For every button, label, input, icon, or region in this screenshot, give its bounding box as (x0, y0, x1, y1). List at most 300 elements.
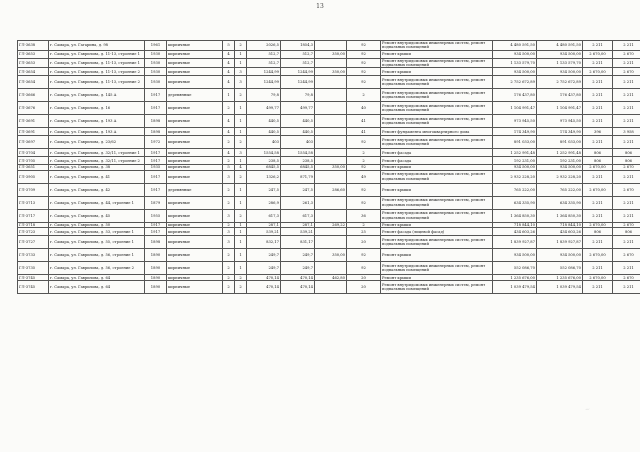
area-total-cell: 512,7 (247, 58, 281, 68)
term-cell: 92 (347, 68, 381, 76)
work-type-cell: Ремонт крыши (381, 275, 493, 281)
term-cell: 2 (347, 149, 381, 157)
max-rate-cell: 2 211 (613, 170, 640, 183)
max-rate-cell: 2 670 (613, 50, 640, 58)
cost-cell: 176 437,80 (493, 89, 537, 102)
object-id-cell: ГЛ-3697 (18, 136, 49, 149)
year-cell: 1961 (145, 41, 167, 51)
material-cell: кирпичные (167, 115, 223, 128)
address-cell: г. Самара, ул. Гаврилова, д. 23/62 (49, 136, 145, 149)
total-cost-cell: 2 932 228,20 (537, 170, 583, 183)
max-rate-cell: 3 958 (613, 128, 640, 136)
area-work-cell (315, 58, 347, 68)
year-cell: 1890 (145, 280, 167, 293)
cost-cell: 1 104 991,47 (493, 102, 537, 115)
object-id-cell: ГЛ-3654 (18, 68, 49, 76)
area-work-cell (315, 157, 347, 165)
area-total-cell: 1326,2 (247, 170, 281, 183)
unit-rate-cell: 806 (583, 228, 613, 236)
material-cell: кирпичные (167, 170, 223, 183)
unit-rate-cell: 2 211 (583, 136, 613, 149)
year-cell: 1930 (145, 50, 167, 58)
work-type-cell: Ремонт внутридомовых инженерных систем, ремонт подвальных помещений (381, 170, 493, 183)
table-row (18, 149, 640, 157)
object-id-cell: ГЛ-3735 (18, 262, 49, 275)
area-work-cell: 350,00 (315, 165, 347, 171)
floors-cell: 3 (223, 228, 235, 236)
term-cell: 92 (347, 165, 381, 171)
total-cost-cell: 1 235 676,00 (537, 275, 583, 281)
total-cost-cell: 973 945,50 (537, 115, 583, 128)
max-rate-cell: 2 670 (613, 165, 640, 171)
term-cell: 2 (347, 222, 381, 228)
year-cell: 1917 (145, 170, 167, 183)
total-cost-cell: 934 500,00 (537, 68, 583, 76)
max-rate-cell: 2 211 (613, 41, 640, 51)
object-id-cell: ГЛ-3691 (18, 115, 49, 128)
cost-cell: 174 349,90 (493, 128, 537, 136)
year-cell: 1890 (145, 262, 167, 275)
max-rate-cell: 806 (613, 228, 640, 236)
table-row (18, 136, 640, 149)
entrances-cell: 4 (235, 165, 247, 171)
floors-cell: 5 (223, 41, 235, 51)
total-cost-cell: 891 033,00 (537, 136, 583, 149)
entrances-cell: 1 (235, 115, 247, 128)
total-cost-cell: 934 500,00 (537, 249, 583, 262)
max-rate-cell: 2 211 (613, 280, 640, 293)
max-rate-cell: 2 211 (613, 262, 640, 275)
work-type-cell: Ремонт внутридомовых инженерных систем, ремонт подвальных помещений (381, 236, 493, 249)
work-type-cell: Ремонт фасада (лицевой фасад) (381, 228, 493, 236)
object-id-cell: ГЛ-3651 (18, 165, 49, 171)
area-work-cell: 350,00 (315, 249, 347, 262)
cost-cell: 434 603,26 (493, 228, 537, 236)
max-rate-cell: 2 211 (613, 236, 640, 249)
address-cell: г. Самара, ул. Гаврилова, д. 41 (49, 170, 145, 183)
faint-mark: ~ (584, 405, 591, 414)
area-living-cell: 6845,5 (281, 165, 315, 171)
area-work-cell: 269,22 (315, 222, 347, 228)
area-living-cell: 617,3 (281, 209, 315, 222)
table-row (18, 209, 640, 222)
area-living-cell: 499,77 (281, 102, 315, 115)
material-cell: кирпичные (167, 228, 223, 236)
entrances-cell: 1 (235, 58, 247, 68)
work-type-cell: Ремонт внутридомовых инженерных систем, ремонт подвальных помещений (381, 102, 493, 115)
entrances-cell: 2 (235, 280, 247, 293)
total-cost-cell: 1 039 479,54 (537, 280, 583, 293)
address-cell: г. Самара, ул. Гаврилова, д. 64 (49, 275, 145, 281)
cost-cell: 634 335,90 (493, 196, 537, 209)
material-cell: деревянные (167, 89, 223, 102)
total-cost-cell: 434 603,26 (537, 228, 583, 236)
material-cell: кирпичные (167, 249, 223, 262)
total-cost-cell: 934 500,00 (537, 50, 583, 58)
entrances-cell: 3 (235, 68, 247, 76)
area-total-cell: 79,8 (247, 89, 281, 102)
work-type-cell: Ремонт крыши (381, 183, 493, 196)
area-total-cell: 1244,99 (247, 68, 281, 76)
object-id-cell: ГЛ-3713 (18, 196, 49, 209)
unit-rate-cell: 2 670,00 (583, 249, 613, 262)
total-cost-cell: 1 364 850,30 (537, 209, 583, 222)
entrances-cell: 2 (235, 136, 247, 149)
material-cell: кирпичные (167, 209, 223, 222)
max-rate-cell: 806 (613, 157, 640, 165)
area-living-cell: 440,5 (281, 115, 315, 128)
max-rate-cell: 2 670 (613, 275, 640, 281)
area-work-cell (315, 76, 347, 89)
unit-rate-cell: 2 211 (583, 102, 613, 115)
term-cell: 92 (347, 196, 381, 209)
material-cell: кирпичные (167, 102, 223, 115)
address-cell: г. Самара, ул. Гаврилова, д. 11-13, строение 2 (49, 68, 145, 76)
table-row (18, 183, 640, 196)
table-row (18, 76, 640, 89)
table-row (18, 170, 640, 183)
area-living-cell: 79,8 (281, 89, 315, 102)
year-cell: 1930 (145, 58, 167, 68)
max-rate-cell: 2 211 (613, 102, 640, 115)
cost-cell: 1 839 927,87 (493, 236, 537, 249)
area-work-cell (315, 128, 347, 136)
capital-repair-table (17, 40, 634, 294)
area-total-cell: 403 (247, 136, 281, 149)
entrances-cell: 2 (235, 89, 247, 102)
material-cell: кирпичные (167, 76, 223, 89)
area-living-cell: 287,1 (281, 222, 315, 228)
max-rate-cell: 2 211 (613, 76, 640, 89)
term-cell: 2 (347, 157, 381, 165)
area-total-cell: 440,5 (247, 115, 281, 128)
cost-cell: 891 033,00 (493, 136, 537, 149)
total-cost-cell: 1 133 579,70 (537, 58, 583, 68)
material-cell: деревянные (167, 183, 223, 196)
year-cell: 1917 (145, 222, 167, 228)
entrances-cell: 1 (235, 228, 247, 236)
term-cell: 92 (347, 58, 381, 68)
entrances-cell: 2 (235, 275, 247, 281)
term-cell: 92 (347, 41, 381, 51)
work-type-cell: Ремонт крыши (381, 50, 493, 58)
unit-rate-cell: 2 670,00 (583, 222, 613, 228)
max-rate-cell: 2 211 (613, 136, 640, 149)
year-cell: 1879 (145, 196, 167, 209)
floors-cell: 2 (223, 280, 235, 293)
entrances-cell: 1 (235, 249, 247, 262)
area-living-cell: 1244,99 (281, 68, 315, 76)
area-living-cell: 403 (281, 136, 315, 149)
table-row (18, 115, 640, 128)
address-cell: г. Самара, ул. Гаврилова, д. 145 А (49, 89, 145, 102)
area-work-cell (315, 280, 347, 293)
material-cell: кирпичные (167, 41, 223, 51)
max-rate-cell: 2 211 (613, 89, 640, 102)
year-cell: 1972 (145, 136, 167, 149)
address-cell: г. Самара, ул. Гаврилова, д. 55, строение 1 (49, 236, 145, 249)
total-cost-cell: 2 752 672,89 (537, 76, 583, 89)
area-living-cell: 512,7 (281, 50, 315, 58)
object-id-cell: ГЛ-3733 (18, 249, 49, 262)
work-type-cell: Ремонт фасада (381, 157, 493, 165)
max-rate-cell: 2 670 (613, 249, 640, 262)
material-cell: кирпичные (167, 157, 223, 165)
cost-cell: 552 086,70 (493, 262, 537, 275)
table-row (18, 58, 640, 68)
object-id-cell: ГЛ-3705 (18, 157, 49, 165)
area-total-cell: 539,21 (247, 228, 281, 236)
cost-cell: 192 231,00 (493, 157, 537, 165)
year-cell: 1930 (145, 76, 167, 89)
address-cell: г. Самара, ул. Гаврилова, д. 44, строение 1 (49, 196, 145, 209)
area-work-cell: 462,80 (315, 275, 347, 281)
entrances-cell: 1 (235, 183, 247, 196)
work-type-cell: Ремонт внутридомовых инженерных систем, ремонт подвальных помещений (381, 280, 493, 293)
unit-rate-cell: 2 211 (583, 115, 613, 128)
year-cell: 1930 (145, 68, 167, 76)
unit-rate-cell: 2 670,00 (583, 183, 613, 196)
entrances-cell: 1 (235, 262, 247, 275)
area-total-cell: 470,14 (247, 280, 281, 293)
total-cost-cell: 174 349,90 (537, 128, 583, 136)
material-cell: кирпичные (167, 222, 223, 228)
area-total-cell: 499,77 (247, 102, 281, 115)
year-cell: 1890 (145, 275, 167, 281)
floors-cell: 1 (223, 89, 235, 102)
area-work-cell: 286,60 (315, 183, 347, 196)
cost-cell: 765 222,00 (493, 183, 537, 196)
cost-cell: 934 500,00 (493, 249, 537, 262)
max-rate-cell: 2 211 (613, 209, 640, 222)
work-type-cell: Ремонт фундамента многоквартирного дома (381, 128, 493, 136)
area-total-cell: 6845,5 (247, 165, 281, 171)
term-cell: 20 (347, 275, 381, 281)
area-work-cell (315, 209, 347, 222)
term-cell: 25 (347, 228, 381, 236)
table-row (18, 196, 640, 209)
unit-rate-cell: 2 211 (583, 41, 613, 51)
area-total-cell: 440,5 (247, 128, 281, 136)
page-number: 13 (316, 3, 324, 10)
area-work-cell (315, 262, 347, 275)
address-cell: г. Самара, ул. Гаврилова, д. 64 (49, 280, 145, 293)
floors-cell: 4 (223, 128, 235, 136)
area-work-cell (315, 196, 347, 209)
floors-cell: 4 (223, 76, 235, 89)
material-cell: кирпичные (167, 275, 223, 281)
floors-cell: 4 (223, 115, 235, 128)
unit-rate-cell: 806 (583, 149, 613, 157)
table-row (18, 228, 640, 236)
max-rate-cell: 2 211 (613, 196, 640, 209)
area-living-cell: 470,14 (281, 275, 315, 281)
area-living-cell: 261,3 (281, 196, 315, 209)
floors-cell: 2 (223, 196, 235, 209)
year-cell: 1935 (145, 165, 167, 171)
address-cell: г. Самара, ул. Гаврилова, д. 32/11, строение 2 (49, 157, 145, 165)
area-living-cell: 249,7 (281, 249, 315, 262)
floors-cell: 2 (223, 222, 235, 228)
term-cell: 92 (347, 262, 381, 275)
cost-cell: 2 932 228,20 (493, 170, 537, 183)
work-type-cell: Ремонт крыши (381, 249, 493, 262)
unit-rate-cell: 2 670,00 (583, 68, 613, 76)
area-living-cell: 238,5 (281, 157, 315, 165)
area-total-cell: 832,17 (247, 236, 281, 249)
total-cost-cell: 192 231,00 (537, 157, 583, 165)
term-cell: 41 (347, 115, 381, 128)
floors-cell: 5 (223, 165, 235, 171)
unit-rate-cell: 2 211 (583, 58, 613, 68)
area-work-cell (315, 115, 347, 128)
cost-cell: 934 500,00 (493, 68, 537, 76)
area-total-cell: 2026,5 (247, 41, 281, 51)
area-living-cell: 871,79 (281, 170, 315, 183)
work-type-cell: Ремонт крыши (381, 222, 493, 228)
year-cell: 1898 (145, 236, 167, 249)
unit-rate-cell: 2 211 (583, 236, 613, 249)
object-id-cell: ГЛ-3691 (18, 128, 49, 136)
area-work-cell (315, 149, 347, 157)
area-living-cell: 1244,99 (281, 76, 315, 89)
work-type-cell: Ремонт внутридомовых инженерных систем, ремонт подвальных помещений (381, 76, 493, 89)
object-id-cell: ГЛ-3745 (18, 280, 49, 293)
unit-rate-cell: 2 211 (583, 280, 613, 293)
area-total-cell: 470,14 (247, 275, 281, 281)
object-id-cell: ГЛ-3666 (18, 89, 49, 102)
total-cost-cell: 1 252 991,48 (537, 149, 583, 157)
term-cell: 36 (347, 209, 381, 222)
area-total-cell: 247,5 (247, 183, 281, 196)
area-living-cell: 1854,3 (281, 41, 315, 51)
floors-cell: 4 (223, 58, 235, 68)
total-cost-cell: 4 480 591,50 (537, 41, 583, 51)
table-body (18, 41, 640, 294)
address-cell: г. Самара, ул. Гаврилова, д. 16 (49, 102, 145, 115)
year-cell: 1898 (145, 115, 167, 128)
cost-cell: 1 039 479,54 (493, 280, 537, 293)
table-row (18, 262, 640, 275)
address-cell: г. Самара, ул. Гаврилова, д. 50 (49, 222, 145, 228)
work-type-cell: Ремонт внутридомовых инженерных систем, ремонт подвальных помещений (381, 209, 493, 222)
material-cell: кирпичные (167, 262, 223, 275)
year-cell: 1917 (145, 149, 167, 157)
area-total-cell: 238,5 (247, 157, 281, 165)
material-cell: кирпичные (167, 196, 223, 209)
material-cell: кирпичные (167, 236, 223, 249)
work-type-cell: Ремонт внутридомовых инженерных систем, ремонт подвальных помещений (381, 89, 493, 102)
total-cost-cell: 1 104 991,47 (537, 102, 583, 115)
term-cell: 2 (347, 89, 381, 102)
cost-cell: 1 364 850,30 (493, 209, 537, 222)
term-cell: 20 (347, 280, 381, 293)
cost-cell: 4 480 591,50 (493, 41, 537, 51)
address-cell: г. Самара, ул. Гаврилова, д. 11-13, строение 2 (49, 76, 145, 89)
address-cell: г. Самара, ул. Гаврилова, д. 38 (49, 165, 145, 171)
term-cell: 41 (347, 128, 381, 136)
material-cell: кирпичные (167, 68, 223, 76)
entrances-cell: 2 (235, 41, 247, 51)
entrances-cell: 1 (235, 128, 247, 136)
table-row (18, 89, 640, 102)
term-cell: 92 (347, 136, 381, 149)
max-rate-cell: 806 (613, 149, 640, 157)
total-cost-cell: 1 839 927,87 (537, 236, 583, 249)
address-cell: г. Самара, ул. Гаврилова, д. 56, строение 2 (49, 262, 145, 275)
max-rate-cell: 2 670 (613, 183, 640, 196)
entrances-cell: 1 (235, 102, 247, 115)
unit-rate-cell: 2 211 (583, 196, 613, 209)
area-total-cell: 617,3 (247, 209, 281, 222)
area-living-cell: 440,5 (281, 128, 315, 136)
floors-cell: 3 (223, 209, 235, 222)
cost-cell: 973 945,50 (493, 115, 537, 128)
entrances-cell: 3 (235, 149, 247, 157)
object-id-cell: ГЛ-3653 (18, 50, 49, 58)
object-id-cell: ГЛ-3723 (18, 228, 49, 236)
address-cell: г. Самара, ул. Гагарина, д. 98 (49, 41, 145, 51)
area-work-cell (315, 41, 347, 51)
floors-cell: 2 (223, 102, 235, 115)
object-id-cell: ГЛ-3676 (18, 102, 49, 115)
address-cell: г. Самара, ул. Гаврилова, д. 11-13, строение 1 (49, 58, 145, 68)
address-cell: г. Самара, ул. Гаврилова, д. 32/11, строение 1 (49, 149, 145, 157)
unit-rate-cell: 2 211 (583, 262, 613, 275)
term-cell: 92 (347, 76, 381, 89)
address-cell: г. Самара, ул. Гаврилова, д. 45 (49, 209, 145, 222)
floors-cell: 4 (223, 50, 235, 58)
entrances-cell: 1 (235, 157, 247, 165)
floors-cell: 2 (223, 249, 235, 262)
entrances-cell: 1 (235, 236, 247, 249)
cost-cell: 934 500,00 (493, 50, 537, 58)
year-cell: 1917 (145, 102, 167, 115)
address-cell: г. Самара, ул. Гаврилова, д. 56, строение 1 (49, 249, 145, 262)
max-rate-cell: 2 211 (613, 58, 640, 68)
total-cost-cell: 718 844,10 (537, 222, 583, 228)
term-cell: 49 (347, 170, 381, 183)
floors-cell: 2 (223, 262, 235, 275)
total-cost-cell: 552 086,70 (537, 262, 583, 275)
work-type-cell: Ремонт внутридомовых инженерных систем, ремонт подвальных помещений (381, 262, 493, 275)
total-cost-cell: 176 437,80 (537, 89, 583, 102)
area-living-cell: 249,7 (281, 262, 315, 275)
entrances-cell: 1 (235, 222, 247, 228)
work-type-cell: Ремонт крыши (381, 165, 493, 171)
term-cell: 92 (347, 183, 381, 196)
entrances-cell: 2 (235, 170, 247, 183)
address-cell: г. Самара, ул. Гаврилова, д. 193 А (49, 115, 145, 128)
area-work-cell: 350,00 (315, 50, 347, 58)
work-type-cell: Ремонт крыши (381, 68, 493, 76)
term-cell: 92 (347, 50, 381, 58)
unit-rate-cell: 806 (583, 157, 613, 165)
year-cell: 1917 (145, 89, 167, 102)
area-living-cell: 512,7 (281, 58, 315, 68)
material-cell: кирпичные (167, 136, 223, 149)
entrances-cell: 3 (235, 76, 247, 89)
floors-cell: 2 (223, 136, 235, 149)
total-cost-cell: 634 335,90 (537, 196, 583, 209)
year-cell: 1917 (145, 183, 167, 196)
unit-rate-cell: 2 670,00 (583, 275, 613, 281)
term-cell: 40 (347, 102, 381, 115)
work-type-cell: Ремонт внутридомовых инженерных систем, ремонт подвальных помещений (381, 136, 493, 149)
cost-cell: 934 500,00 (493, 165, 537, 171)
area-work-cell (315, 89, 347, 102)
cost-cell: 1 252 991,48 (493, 149, 537, 157)
